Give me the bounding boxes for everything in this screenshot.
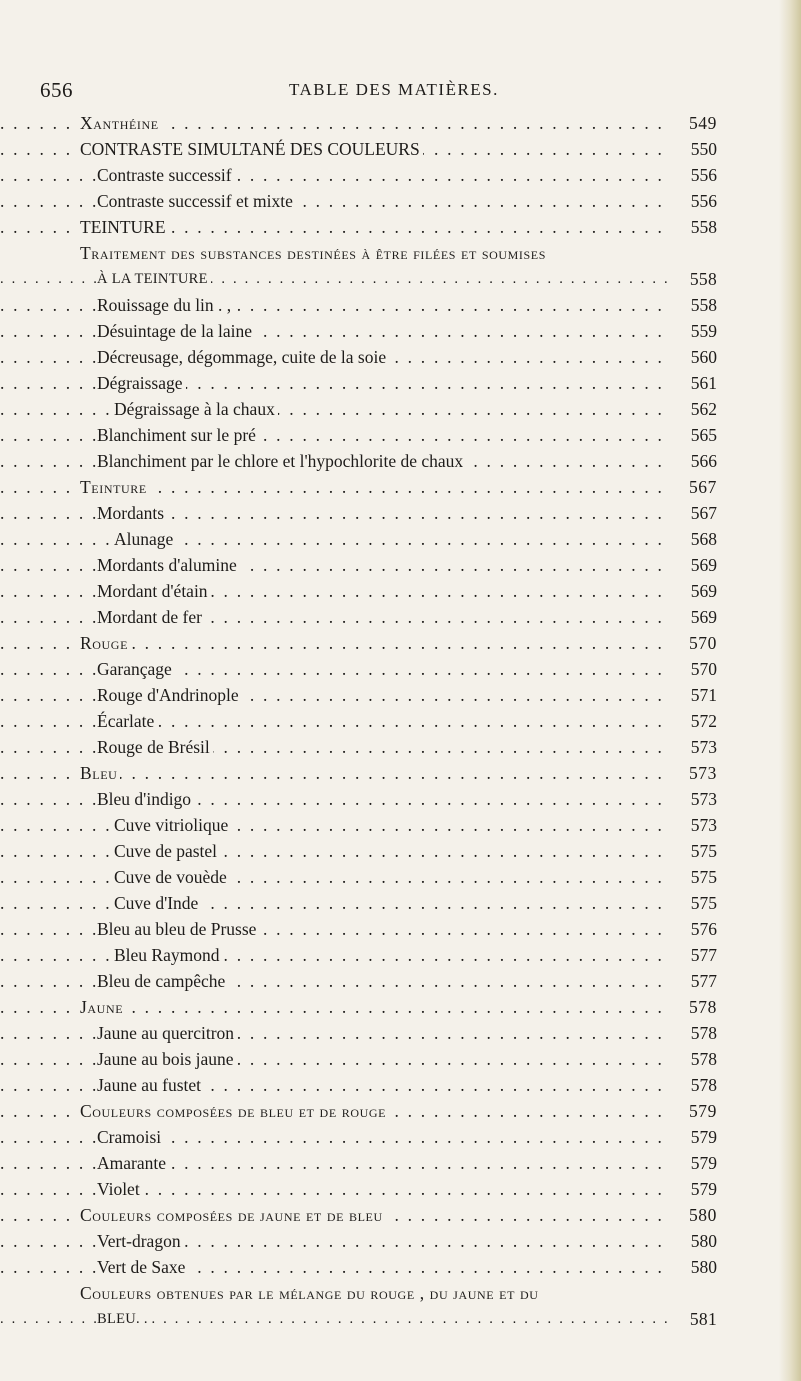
toc-entry: Vert de Saxe . . . 580 [0,1254,801,1280]
toc-entry: Blanchiment par le chlore et l'hypochlorite de chaux . . . 566 [0,448,801,474]
toc-entry: Écarlate . . . 572 [0,708,801,734]
page-number: 656 [40,78,73,102]
toc-entry: CONTRASTE SIMULTANÉ DES COULEURS . . . 550 [0,136,801,162]
toc-entry: Mordant d'étain . . . 569 [0,578,801,604]
toc-entry: Mordants . . . 567 [0,500,801,526]
toc-entry: Traitement des substances destinées à être filées et soumises [0,240,801,266]
toc-entry: Jaune au fustet . . . 578 [0,1072,801,1098]
toc-entry: Jaune . . . 578 [0,994,801,1020]
toc-entry: Rouge . . . 570 [0,630,801,656]
toc-entry: Bleu Raymond . . . 577 [0,942,801,968]
toc-entry: Décreusage, dégommage, cuite de la soie . . . 560 [0,344,801,370]
toc-entry: Cuve de vouède . . . 575 [0,864,801,890]
toc-entry: Bleu d'indigo . . . 573 [0,786,801,812]
toc-entry: Blanchiment sur le pré . . . 565 [0,422,801,448]
toc-entry: BLEU. . . . . 581 [0,1306,801,1332]
toc-entry: Couleurs composées de bleu et de rouge . . . 579 [0,1098,801,1124]
toc-entry: Dégraissage . . . 561 [0,370,801,396]
toc-entry: Jaune au quercitron . . . 578 [0,1020,801,1046]
toc-entry: Couleurs composées de jaune et de bleu . . . 580 [0,1202,801,1228]
toc-entry: Dégraissage à la chaux . . . 562 [0,396,801,422]
toc-entry: Désuintage de la laine . . . 559 [0,318,801,344]
toc-entry: Contraste successif et mixte . . . 556 [0,188,801,214]
page-header [0,78,801,104]
toc-entry: Bleu de campêche . . . 577 [0,968,801,994]
toc-entry: Garançage . . . 570 [0,656,801,682]
toc-entry: Cramoisi . . . 579 [0,1124,801,1150]
running-title: TABLE DES MATIÈRES. [289,80,499,99]
toc-entry: Mordant de fer . . . 569 [0,604,801,630]
toc-entry: Cuve de pastel . . . 575 [0,838,801,864]
toc-entry: Teinture . . . 567 [0,474,801,500]
toc-entry: Couleurs obtenues par le mélange du rouge , du jaune et du [0,1280,801,1306]
toc-entry: Vert-dragon . . . 580 [0,1228,801,1254]
toc-entry: Contraste successif . . . 556 [0,162,801,188]
toc-entry: Alunage . . . 568 [0,526,801,552]
toc-entry: Jaune au bois jaune . . . 578 [0,1046,801,1072]
toc-entry: Rouge d'Andrinople . . . 571 [0,682,801,708]
toc-entry: Amarante . . . 579 [0,1150,801,1176]
toc-entry: Cuve d'Inde . . . 575 [0,890,801,916]
toc-entry: Violet . . . 579 [0,1176,801,1202]
toc-entry: Xanthéine . . . 549 [0,110,801,136]
toc-entry: Rouissage du lin . , . . . 558 [0,292,801,318]
toc-entry: TEINTURE . . . 558 [0,214,801,240]
toc-entry: Bleu . . . 573 [0,760,801,786]
toc-entry: À LA TEINTURE . . . 558 [0,266,801,292]
toc-entry: Cuve vitriolique . . . 573 [0,812,801,838]
toc-entry: Rouge de Brésil . . . 573 [0,734,801,760]
toc-entry: Bleu au bleu de Prusse . . . 576 [0,916,801,942]
toc-entry: Mordants d'alumine . . . 569 [0,552,801,578]
